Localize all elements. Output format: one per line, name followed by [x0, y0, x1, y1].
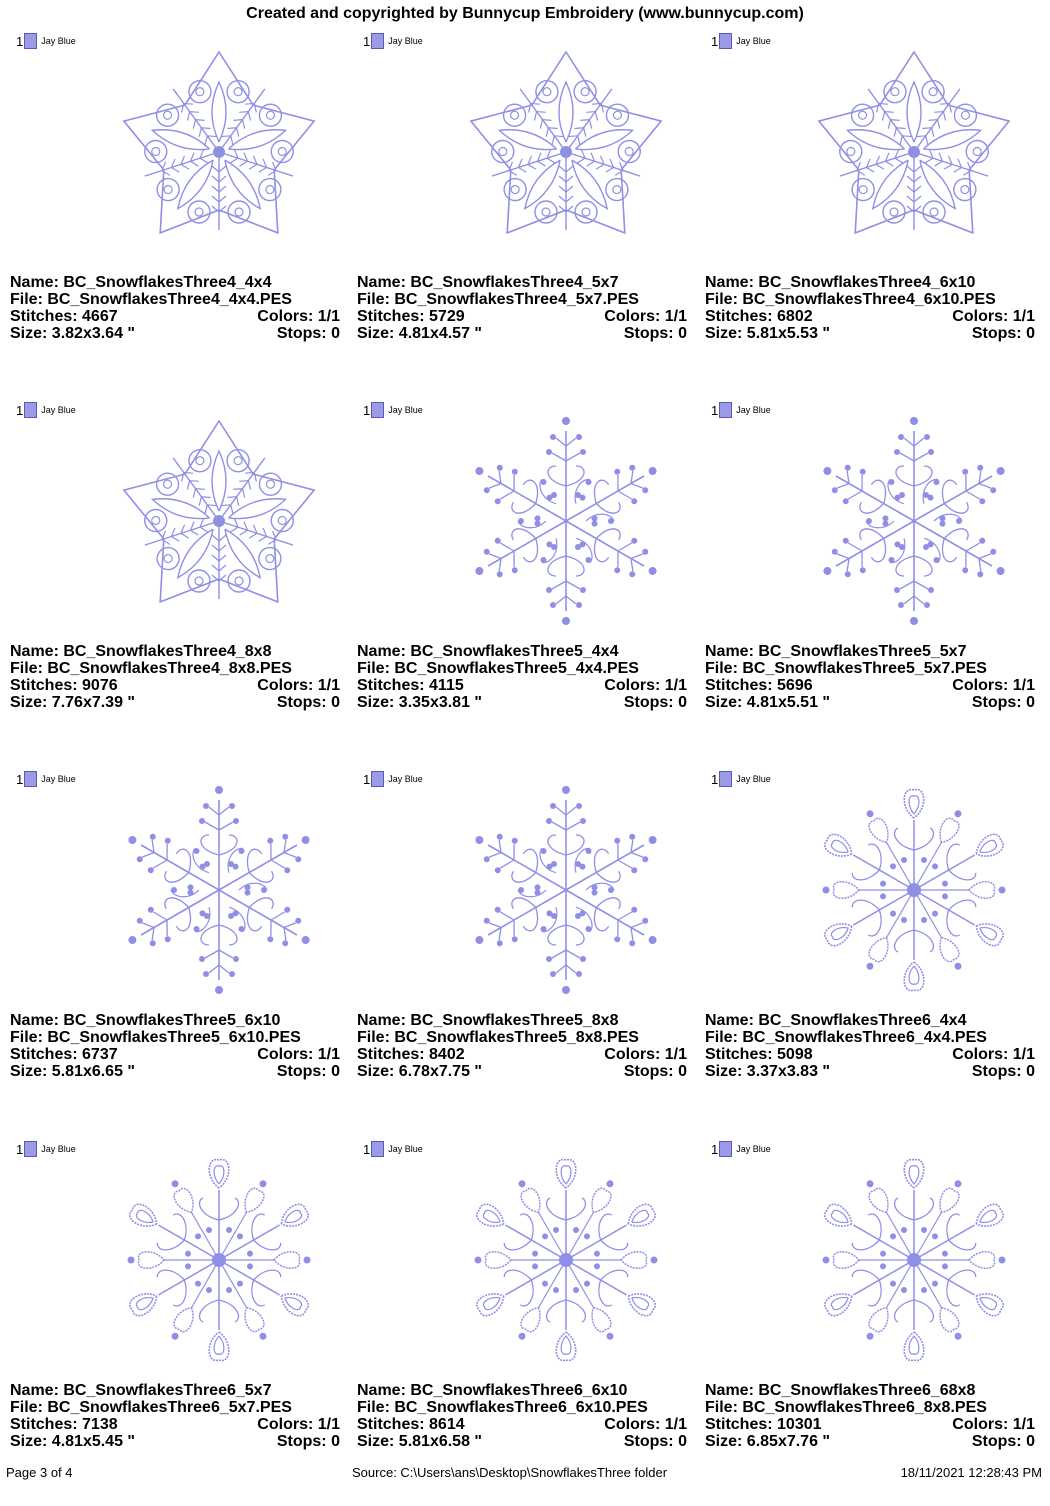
- color-swatch: [371, 33, 384, 49]
- name-label: Name:: [10, 643, 59, 660]
- color-legend: [711, 1141, 771, 1157]
- color-number: 1: [711, 1141, 719, 1157]
- size-label: Size:: [10, 1433, 48, 1450]
- color-name: Jay Blue: [388, 405, 423, 415]
- color-count: 1/1: [317, 677, 340, 694]
- snowflake-design-image: [461, 1155, 671, 1365]
- design-name: BC_SnowflakesThree6_4x4: [758, 1012, 967, 1029]
- design-file: BC_SnowflakesThree4_8x8.PES: [47, 660, 292, 677]
- stops-label: Stops:: [623, 1063, 674, 1080]
- design-size: 5.81x6.65 ": [51, 1063, 136, 1080]
- stitch-count: 10301: [777, 1416, 822, 1433]
- colors-label: Colors:: [952, 677, 1009, 694]
- color-swatch: [24, 33, 37, 49]
- color-number: 1: [16, 1141, 24, 1157]
- design-card: [10, 767, 340, 1136]
- design-size: 3.35x3.81 ": [398, 694, 483, 711]
- stops-label: Stops:: [276, 325, 327, 342]
- stop-count: 0: [331, 1433, 340, 1450]
- stop-count: 0: [1026, 325, 1035, 342]
- design-size: 5.81x5.53 ": [746, 325, 831, 342]
- design-name: BC_SnowflakesThree4_8x8: [63, 643, 272, 660]
- file-label: File:: [357, 291, 390, 308]
- stops-label: Stops:: [971, 1063, 1022, 1080]
- design-info: [705, 643, 1035, 711]
- color-legend: [363, 33, 423, 49]
- file-label: File:: [10, 1029, 43, 1046]
- color-name: Jay Blue: [388, 774, 423, 784]
- color-name: Jay Blue: [736, 405, 771, 415]
- color-number: 1: [16, 402, 24, 418]
- design-info: [357, 1382, 687, 1450]
- colors-label: Colors:: [952, 1416, 1009, 1433]
- stitch-count: 8614: [429, 1416, 465, 1433]
- colors-label: Colors:: [604, 1046, 661, 1063]
- color-swatch: [24, 1141, 37, 1157]
- colors-label: Colors:: [952, 1046, 1009, 1063]
- design-name: BC_SnowflakesThree4_4x4: [63, 274, 272, 291]
- color-count: 1/1: [1012, 1046, 1035, 1063]
- file-label: File:: [705, 1029, 738, 1046]
- stop-count: 0: [331, 694, 340, 711]
- color-legend: [711, 771, 771, 787]
- color-name: Jay Blue: [41, 405, 76, 415]
- design-name: BC_SnowflakesThree5_6x10: [63, 1012, 281, 1029]
- colors-label: Colors:: [257, 308, 314, 325]
- design-name: BC_SnowflakesThree4_5x7: [410, 274, 619, 291]
- colors-label: Colors:: [257, 677, 314, 694]
- stop-count: 0: [1026, 1063, 1035, 1080]
- stitch-count: 6802: [777, 308, 813, 325]
- name-label: Name:: [10, 1012, 59, 1029]
- color-name: Jay Blue: [736, 36, 771, 46]
- size-label: Size:: [357, 1063, 395, 1080]
- color-name: Jay Blue: [736, 774, 771, 784]
- color-swatch: [371, 402, 384, 418]
- color-name: Jay Blue: [41, 36, 76, 46]
- design-info: [357, 274, 687, 342]
- stops-label: Stops:: [623, 1433, 674, 1450]
- file-label: File:: [357, 660, 390, 677]
- color-swatch: [719, 771, 732, 787]
- design-info: [10, 643, 340, 711]
- design-card: [357, 29, 687, 398]
- file-label: File:: [357, 1399, 390, 1416]
- design-info: [10, 1382, 340, 1450]
- color-number: 1: [16, 33, 24, 49]
- color-count: 1/1: [664, 308, 687, 325]
- colors-label: Colors:: [604, 308, 661, 325]
- stitch-count: 5098: [777, 1046, 813, 1063]
- color-count: 1/1: [317, 1046, 340, 1063]
- design-info: [357, 643, 687, 711]
- design-info: [10, 274, 340, 342]
- color-count: 1/1: [664, 1046, 687, 1063]
- color-number: 1: [711, 771, 719, 787]
- design-name: BC_SnowflakesThree6_6x10: [410, 1382, 628, 1399]
- stops-label: Stops:: [276, 1433, 327, 1450]
- stitch-count: 4667: [82, 308, 118, 325]
- design-name: BC_SnowflakesThree5_4x4: [410, 643, 619, 660]
- page-header: Created and copyrighted by Bunnycup Embroidery (www.bunnycup.com): [246, 5, 804, 22]
- size-label: Size:: [357, 1433, 395, 1450]
- file-label: File:: [705, 1399, 738, 1416]
- size-label: Size:: [10, 1063, 48, 1080]
- color-number: 1: [363, 1141, 371, 1157]
- design-size: 7.76x7.39 ": [51, 694, 136, 711]
- stop-count: 0: [678, 1433, 687, 1450]
- design-card: [705, 767, 1035, 1136]
- stitch-count: 6737: [82, 1046, 118, 1063]
- design-info: [705, 1012, 1035, 1080]
- color-number: 1: [16, 771, 24, 787]
- design-info: [357, 1012, 687, 1080]
- size-label: Size:: [705, 1063, 743, 1080]
- color-number: 1: [363, 771, 371, 787]
- name-label: Name:: [705, 274, 754, 291]
- file-label: File:: [705, 660, 738, 677]
- stop-count: 0: [331, 1063, 340, 1080]
- color-legend: [16, 33, 76, 49]
- colors-label: Colors:: [604, 677, 661, 694]
- color-legend: [363, 771, 423, 787]
- stitches-label: Stitches:: [357, 1416, 425, 1433]
- colors-label: Colors:: [257, 1046, 314, 1063]
- size-label: Size:: [705, 694, 743, 711]
- color-legend: [16, 771, 76, 787]
- design-card: [357, 1137, 687, 1506]
- stitches-label: Stitches:: [705, 1416, 773, 1433]
- stops-label: Stops:: [276, 694, 327, 711]
- design-card: [10, 1137, 340, 1506]
- color-legend: [711, 33, 771, 49]
- file-label: File:: [10, 291, 43, 308]
- size-label: Size:: [10, 325, 48, 342]
- stitches-label: Stitches:: [705, 308, 773, 325]
- stitches-label: Stitches:: [10, 677, 78, 694]
- design-size: 6.78x7.75 ": [398, 1063, 483, 1080]
- design-card: [705, 29, 1035, 398]
- name-label: Name:: [10, 1382, 59, 1399]
- stitches-label: Stitches:: [357, 1046, 425, 1063]
- stop-count: 0: [331, 325, 340, 342]
- snowflake-design-image: [461, 416, 671, 626]
- design-file: BC_SnowflakesThree5_6x10.PES: [47, 1029, 301, 1046]
- design-size: 4.81x5.45 ": [51, 1433, 136, 1450]
- size-label: Size:: [705, 325, 743, 342]
- stitch-count: 5696: [777, 677, 813, 694]
- color-number: 1: [363, 402, 371, 418]
- stops-label: Stops:: [623, 325, 674, 342]
- color-legend: [363, 1141, 423, 1157]
- stops-label: Stops:: [971, 694, 1022, 711]
- snowflake-design-image: [809, 416, 1019, 626]
- snowflake-design-image: [809, 785, 1019, 995]
- name-label: Name:: [705, 1382, 754, 1399]
- color-name: Jay Blue: [388, 36, 423, 46]
- stitch-count: 4115: [429, 677, 464, 694]
- name-label: Name:: [10, 274, 59, 291]
- size-label: Size:: [10, 694, 48, 711]
- design-card: [705, 1137, 1035, 1506]
- color-name: Jay Blue: [41, 774, 76, 784]
- color-count: 1/1: [1012, 308, 1035, 325]
- name-label: Name:: [357, 643, 406, 660]
- color-name: Jay Blue: [736, 1144, 771, 1154]
- design-card: [357, 767, 687, 1136]
- colors-label: Colors:: [257, 1416, 314, 1433]
- file-label: File:: [705, 291, 738, 308]
- design-size: 4.81x4.57 ": [398, 325, 483, 342]
- snowflake-design-image: [461, 785, 671, 995]
- color-count: 1/1: [1012, 677, 1035, 694]
- snowflake-design-image: [114, 47, 324, 257]
- color-number: 1: [711, 33, 719, 49]
- stitches-label: Stitches:: [705, 1046, 773, 1063]
- color-count: 1/1: [1012, 1416, 1035, 1433]
- stops-label: Stops:: [971, 1433, 1022, 1450]
- color-legend: [711, 402, 771, 418]
- stitch-count: 5729: [429, 308, 465, 325]
- stitch-count: 8402: [429, 1046, 465, 1063]
- design-file: BC_SnowflakesThree4_4x4.PES: [47, 291, 292, 308]
- design-card: [10, 29, 340, 398]
- stitches-label: Stitches:: [10, 1046, 78, 1063]
- name-label: Name:: [357, 274, 406, 291]
- design-name: BC_SnowflakesThree5_8x8: [410, 1012, 619, 1029]
- name-label: Name:: [357, 1012, 406, 1029]
- snowflake-design-image: [114, 416, 324, 626]
- color-swatch: [719, 1141, 732, 1157]
- color-swatch: [371, 1141, 384, 1157]
- stop-count: 0: [678, 694, 687, 711]
- page-number: Page 3 of 4: [6, 1465, 73, 1480]
- name-label: Name:: [705, 643, 754, 660]
- stitches-label: Stitches:: [357, 308, 425, 325]
- stops-label: Stops:: [971, 325, 1022, 342]
- design-size: 6.85x7.76 ": [746, 1433, 831, 1450]
- design-name: BC_SnowflakesThree6_5x7: [63, 1382, 272, 1399]
- print-timestamp: 18/11/2021 12:28:43 PM: [900, 1465, 1042, 1480]
- snowflake-design-image: [461, 47, 671, 257]
- stop-count: 0: [1026, 1433, 1035, 1450]
- file-label: File:: [10, 660, 43, 677]
- file-label: File:: [10, 1399, 43, 1416]
- color-swatch: [719, 402, 732, 418]
- stops-label: Stops:: [276, 1063, 327, 1080]
- design-card: [10, 398, 340, 767]
- stitches-label: Stitches:: [10, 1416, 78, 1433]
- design-size: 3.82x3.64 ": [51, 325, 136, 342]
- design-size: 5.81x6.58 ": [398, 1433, 483, 1450]
- design-file: BC_SnowflakesThree6_6x10.PES: [394, 1399, 648, 1416]
- color-count: 1/1: [317, 308, 340, 325]
- design-name: BC_SnowflakesThree6_68x8: [758, 1382, 976, 1399]
- stitch-count: 9076: [82, 677, 118, 694]
- snowflake-design-image: [114, 1155, 324, 1365]
- design-info: [705, 1382, 1035, 1450]
- size-label: Size:: [705, 1433, 743, 1450]
- stitch-count: 7138: [82, 1416, 118, 1433]
- design-size: 3.37x3.83 ": [746, 1063, 831, 1080]
- name-label: Name:: [705, 1012, 754, 1029]
- snowflake-design-image: [809, 47, 1019, 257]
- size-label: Size:: [357, 694, 395, 711]
- design-file: BC_SnowflakesThree6_5x7.PES: [47, 1399, 292, 1416]
- design-file: BC_SnowflakesThree5_4x4.PES: [394, 660, 639, 677]
- design-file: BC_SnowflakesThree4_6x10.PES: [742, 291, 996, 308]
- stop-count: 0: [1026, 694, 1035, 711]
- design-info: [10, 1012, 340, 1080]
- color-count: 1/1: [664, 1416, 687, 1433]
- snowflake-design-image: [809, 1155, 1019, 1365]
- color-legend: [16, 402, 76, 418]
- design-file: BC_SnowflakesThree6_8x8.PES: [742, 1399, 987, 1416]
- color-count: 1/1: [664, 677, 687, 694]
- design-file: BC_SnowflakesThree6_4x4.PES: [742, 1029, 987, 1046]
- color-number: 1: [363, 33, 371, 49]
- stops-label: Stops:: [623, 694, 674, 711]
- design-info: [705, 274, 1035, 342]
- snowflake-design-image: [114, 785, 324, 995]
- color-swatch: [719, 33, 732, 49]
- color-swatch: [371, 771, 384, 787]
- colors-label: Colors:: [952, 308, 1009, 325]
- colors-label: Colors:: [604, 1416, 661, 1433]
- color-number: 1: [711, 402, 719, 418]
- design-name: BC_SnowflakesThree4_6x10: [758, 274, 976, 291]
- design-card: [705, 398, 1035, 767]
- color-name: Jay Blue: [41, 1144, 76, 1154]
- design-size: 4.81x5.51 ": [746, 694, 831, 711]
- design-file: BC_SnowflakesThree4_5x7.PES: [394, 291, 639, 308]
- color-swatch: [24, 771, 37, 787]
- color-swatch: [24, 402, 37, 418]
- design-file: BC_SnowflakesThree5_8x8.PES: [394, 1029, 639, 1046]
- stitches-label: Stitches:: [10, 308, 78, 325]
- color-legend: [363, 402, 423, 418]
- color-legend: [16, 1141, 76, 1157]
- design-name: BC_SnowflakesThree5_5x7: [758, 643, 967, 660]
- name-label: Name:: [357, 1382, 406, 1399]
- design-card: [357, 398, 687, 767]
- stop-count: 0: [678, 325, 687, 342]
- size-label: Size:: [357, 325, 395, 342]
- file-label: File:: [357, 1029, 390, 1046]
- design-file: BC_SnowflakesThree5_5x7.PES: [742, 660, 987, 677]
- stop-count: 0: [678, 1063, 687, 1080]
- stitches-label: Stitches:: [357, 677, 425, 694]
- color-count: 1/1: [317, 1416, 340, 1433]
- source-path: Source: C:\Users\ans\Desktop\SnowflakesThree folder: [352, 1465, 668, 1480]
- color-name: Jay Blue: [388, 1144, 423, 1154]
- stitches-label: Stitches:: [705, 677, 773, 694]
